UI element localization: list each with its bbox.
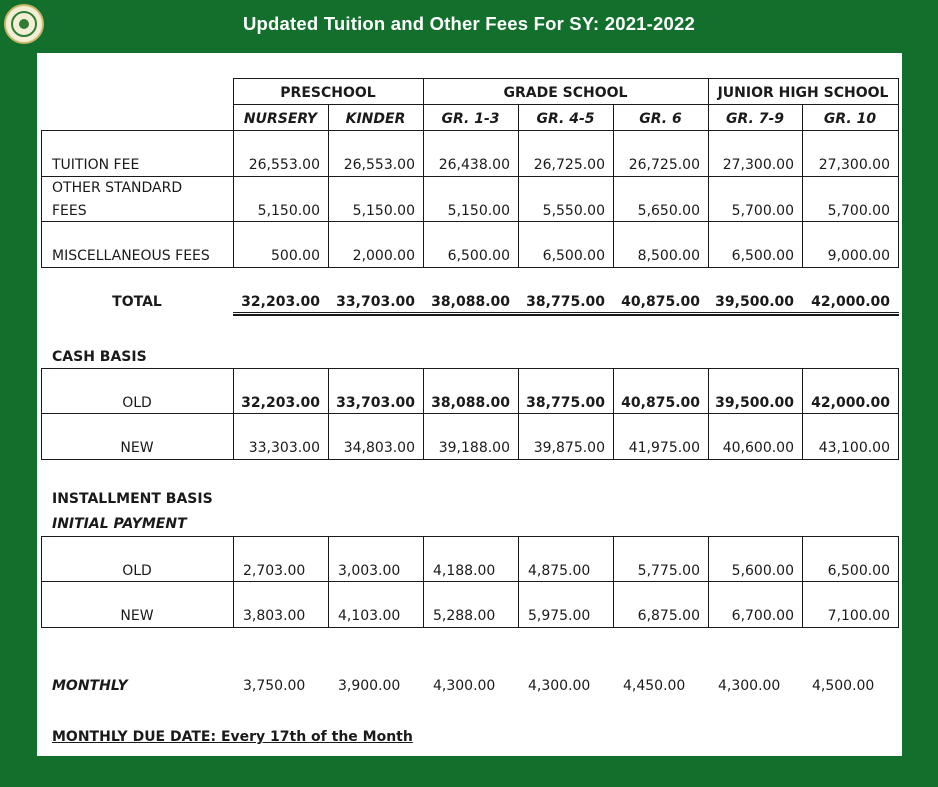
cash-new-value: 39,875.00 — [533, 440, 605, 456]
inst-row-sep — [41, 581, 899, 582]
grade-header: GR. 4-5 — [536, 111, 595, 127]
total-value: 42,000.00 — [811, 294, 890, 310]
cash-new-value: 43,100.00 — [818, 440, 890, 456]
tuition-value: 26,725.00 — [533, 157, 605, 173]
other-fees-value: 5,150.00 — [352, 203, 415, 219]
cash-old-value: 38,775.00 — [526, 395, 605, 411]
other-fees-label-line2: FEES — [52, 203, 87, 219]
fees-col-sep-6 — [802, 130, 803, 267]
grade-header: GR. 7-9 — [725, 111, 785, 127]
total-value: 38,088.00 — [431, 294, 510, 310]
grade-header: KINDER — [345, 111, 406, 127]
inst-old-value: 6,500.00 — [827, 563, 890, 579]
inst-col-sep-2 — [423, 536, 424, 627]
monthly-due-date: MONTHLY DUE DATE: Every 17th of the Month — [52, 729, 413, 745]
monthly-value: 4,300.00 — [718, 678, 781, 694]
cash-basis-heading: CASH BASIS — [52, 349, 147, 365]
total-value: 33,703.00 — [336, 294, 415, 310]
cash-row-sep — [41, 413, 899, 414]
inst-new-value: 6,700.00 — [731, 608, 794, 624]
initial-payment-heading: INITIAL PAYMENT — [52, 516, 187, 532]
inst-new-value: 7,100.00 — [827, 608, 890, 624]
cash-old-value: 40,875.00 — [621, 395, 700, 411]
tuition-value: 27,300.00 — [818, 157, 890, 173]
tuition-value: 26,438.00 — [438, 157, 510, 173]
inst-old-value: 4,188.00 — [433, 563, 496, 579]
cash-new-value: 33,303.00 — [248, 440, 320, 456]
misc-fees-value: 8,500.00 — [637, 248, 700, 264]
inst-col-sep-0 — [233, 536, 234, 627]
monthly-value: 4,300.00 — [433, 678, 496, 694]
level-header: GRADE SCHOOL — [503, 85, 628, 101]
inst-old-value: 5,775.00 — [637, 563, 700, 579]
level-header: PRESCHOOL — [280, 85, 376, 101]
fees-row-sep-1 — [41, 176, 899, 177]
tuition-value: 26,553.00 — [248, 157, 320, 173]
cash-new-value: 39,188.00 — [438, 440, 510, 456]
other-fees-value: 5,650.00 — [637, 203, 700, 219]
page-title: Updated Tuition and Other Fees For SY: 2021-2022 — [243, 13, 695, 34]
other-fees-value: 5,150.00 — [257, 203, 320, 219]
level-header: JUNIOR HIGH SCHOOL — [717, 85, 889, 101]
total-underline-2 — [233, 314, 899, 316]
inst-col-sep-3 — [518, 536, 519, 627]
inst-old-value: 2,703.00 — [243, 563, 306, 579]
misc-fees-value: 9,000.00 — [827, 248, 890, 264]
tuition-value: 27,300.00 — [722, 157, 794, 173]
total-value: 38,775.00 — [526, 294, 605, 310]
monthly-value: 4,300.00 — [528, 678, 591, 694]
grade-header: GR. 6 — [639, 111, 682, 127]
tuition-value: 26,553.00 — [343, 157, 415, 173]
cash-new-value: 41,975.00 — [628, 440, 700, 456]
other-fees-value: 5,150.00 — [447, 203, 510, 219]
total-underline-1 — [233, 312, 899, 313]
fees-col-sep-0 — [233, 130, 234, 267]
grade-header: GR. 10 — [823, 111, 877, 127]
inst-new-value: 3,803.00 — [243, 608, 306, 624]
fees-row-sep-2 — [41, 221, 899, 222]
cash-old-value: 33,703.00 — [336, 395, 415, 411]
inst-new-value: 6,875.00 — [637, 608, 700, 624]
fees-col-sep-4 — [613, 130, 614, 267]
cash-new-label: NEW — [120, 440, 154, 456]
header-divider — [233, 104, 899, 105]
total-value: 39,500.00 — [715, 294, 794, 310]
inst-old-value: 4,875.00 — [528, 563, 591, 579]
misc-fees-value: 2,000.00 — [352, 248, 415, 264]
inst-col-sep-1 — [328, 536, 329, 627]
inst-old-value: 3,003.00 — [338, 563, 401, 579]
inst-new-value: 4,103.00 — [338, 608, 401, 624]
misc-fees-label: MISCELLANEOUS FEES — [52, 248, 210, 264]
monthly-value: 4,500.00 — [812, 678, 875, 694]
misc-fees-value: 6,500.00 — [731, 248, 794, 264]
fee-sheet — [37, 53, 902, 756]
misc-fees-value: 6,500.00 — [447, 248, 510, 264]
misc-fees-value: 500.00 — [271, 248, 320, 264]
cash-old-value: 42,000.00 — [811, 395, 890, 411]
inst-new-value: 5,975.00 — [528, 608, 591, 624]
grade-header: NURSERY — [243, 111, 318, 127]
installment-heading: INSTALLMENT BASIS — [52, 491, 213, 507]
total-value: 40,875.00 — [621, 294, 700, 310]
inst-new-value: 5,288.00 — [433, 608, 496, 624]
other-fees-value: 5,550.00 — [542, 203, 605, 219]
other-fees-label-line1: OTHER STANDARD — [52, 180, 183, 196]
tuition-label: TUITION FEE — [52, 157, 140, 173]
cash-old-value: 38,088.00 — [431, 395, 510, 411]
inst-new-label: NEW — [120, 608, 154, 624]
cash-old-value: 32,203.00 — [241, 395, 320, 411]
other-fees-value: 5,700.00 — [731, 203, 794, 219]
inst-old-label: OLD — [122, 563, 152, 579]
inst-old-value: 5,600.00 — [731, 563, 794, 579]
cash-old-value: 39,500.00 — [715, 395, 794, 411]
cash-new-value: 34,803.00 — [343, 440, 415, 456]
fees-col-sep-5 — [708, 130, 709, 267]
fees-col-sep-3 — [518, 130, 519, 267]
other-fees-value: 5,700.00 — [827, 203, 890, 219]
grade-header: GR. 1-3 — [441, 111, 500, 127]
fees-col-sep-1 — [328, 130, 329, 267]
cash-old-label: OLD — [122, 395, 152, 411]
monthly-value: 3,900.00 — [338, 678, 401, 694]
tuition-value: 26,725.00 — [628, 157, 700, 173]
fees-col-sep-2 — [423, 130, 424, 267]
misc-fees-value: 6,500.00 — [542, 248, 605, 264]
monthly-label: MONTHLY — [52, 678, 128, 694]
cash-new-value: 40,600.00 — [722, 440, 794, 456]
total-value: 32,203.00 — [241, 294, 320, 310]
monthly-value: 4,450.00 — [623, 678, 686, 694]
total-label: TOTAL — [112, 294, 162, 310]
monthly-value: 3,750.00 — [243, 678, 306, 694]
